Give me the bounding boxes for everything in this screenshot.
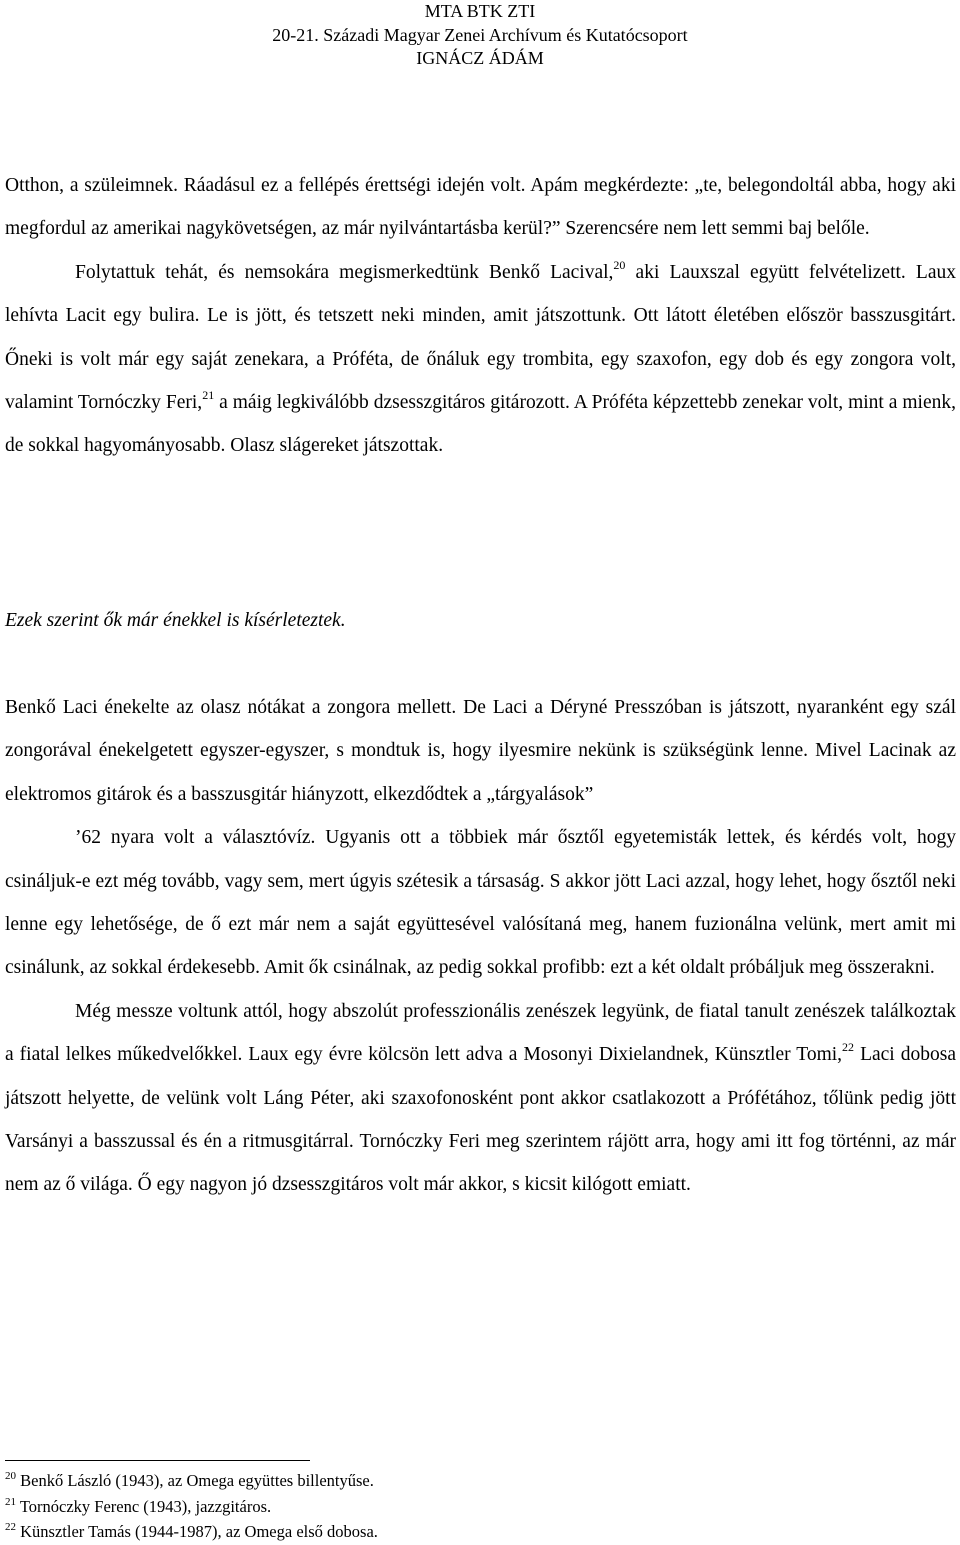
header-author: IGNÁCZ ÁDÁM — [416, 48, 544, 68]
footnote-number: 21 — [5, 1495, 16, 1508]
footnote-20 — [5, 1468, 945, 1494]
paragraph-5 — [5, 990, 956, 1207]
paragraph-5-part-b: Laci dobosa játszott helyette, de velünk volt Láng Péter, aki szaxofonosként pont akkor csatlakozott a Prófétához, tőlünk pedig jött Varsányi a basszussal és én a ritmusgitárral. Tornóczky Feri meg szerintem rájött arra, hogy ami itt fog történni, az már nem az ő világa. Ő egy nagyon jó dzsesszgitáros volt már akkor, s kicsit kilógott emiatt. — [5, 1044, 956, 1196]
footnote-21 — [5, 1494, 945, 1520]
paragraph-2-part-a: Folytattuk tehát, és nemsokára megismerkedtünk Benkő Lacival, — [75, 261, 614, 283]
paragraph-2-part-c: a máig legkiválóbb dzsesszgitáros gitározott. A Próféta képzettebb zenekar volt, mint a mienk, de sokkal hagyományosabb. Olasz slágereket játszottak. — [5, 392, 956, 457]
footnotes — [5, 1468, 945, 1545]
footnote-ref-20[interactable]: 20 — [613, 257, 626, 272]
paragraph-4: ’62 nyara volt a választóvíz. Ugyanis ott a többiek már ősztől egyetemisták lettek, és kérdés volt, hogy csináljuk-e ezt még tovább, vagy sem, mert úgyis szétesik a társaság. S akkor jött Laci azzal, hogy lehet, hogy ősztől neki lenne egy lehetősége, de ő ezt már nem a saját együttesével valósítaná meg, hanem fuzionálna velünk, mert amit mi csinálunk, az sokkal érdekesebb. Amit ők csinálnak, az pedig sokkal profibb: ezt a két oldalt próbáljuk meg összerakni. — [5, 827, 956, 979]
paragraph-5-part-a: Még messze voltunk attól, hogy abszolút professzionális zenészek legyünk, de fiatal tanult zenészek találkoztak a fiatal lelkes műkedvelőkkel. Laux egy évre kölcsön lett adva a Mosonyi Dixielandnek, Künsztler Tomi, — [5, 1000, 956, 1066]
header-institution: MTA BTK ZTI — [424, 1, 536, 21]
footnote-ref-21[interactable]: 21 — [202, 388, 215, 403]
paragraph-3: Benkő Laci énekelte az olasz nótákat a zongora mellett. De Laci a Déryné Presszóban is játszott, nyaranként egy szál zongorával énekelgetett egyszer-egyszer, s mondtuk is, hogy ilyesmire nekünk is szükségünk lenne. Mivel Lacinak az elektromos gitárok és a basszusgitár hiányzott, elkezdődtek a „tárgyalások” — [5, 697, 956, 805]
footnote-22 — [5, 1519, 945, 1545]
main-text-continued — [5, 686, 956, 1207]
main-text — [5, 164, 956, 468]
footnote-text: Benkő László (1943), az Omega együttes billentyűse. — [16, 1471, 374, 1490]
question-text: Ezek szerint ők már énekkel is kísérleteztek. — [5, 610, 346, 631]
page-header — [0, 0, 960, 71]
footnote-text: Künsztler Tamás (1944-1987), az Omega első dobosa. — [16, 1522, 378, 1541]
footnote-text: Tornóczky Ferenc (1943), jazzgitáros. — [16, 1496, 272, 1516]
paragraph-2-part-b: aki Lauxszal együtt felvételizett. Laux lehívta Lacit egy bulira. Le is jött, és tetszett neki minden, amit játszottunk. Ott látott életében először basszusgitárt. Őneki is volt már egy saját zenekara, a Próféta, de őnáluk egy trombita, egy szaxofon, egy dob és egy zongora volt, valamint Tornóczky Feri, — [5, 261, 956, 414]
footnote-ref-22[interactable]: 22 — [842, 1040, 855, 1055]
paragraph-1: Otthon, a szüleimnek. Ráadásul ez a fellépés érettségi idején volt. Apám megkérdezte: „te, belegondoltál abba, hogy aki megfordul az amerikai nagykövetségen, az már nyilvántartásba kerül?” Szerencsére nem lett semmi baj belőle. — [5, 175, 956, 240]
header-archive: 20-21. Századi Magyar Zenei Archívum és Kutatócsoport — [272, 24, 688, 45]
footnote-number: 22 — [5, 1521, 16, 1533]
footnote-number: 20 — [5, 1470, 16, 1482]
footnote-divider — [5, 1460, 310, 1461]
interviewer-question — [5, 599, 956, 642]
paragraph-2 — [5, 251, 956, 468]
